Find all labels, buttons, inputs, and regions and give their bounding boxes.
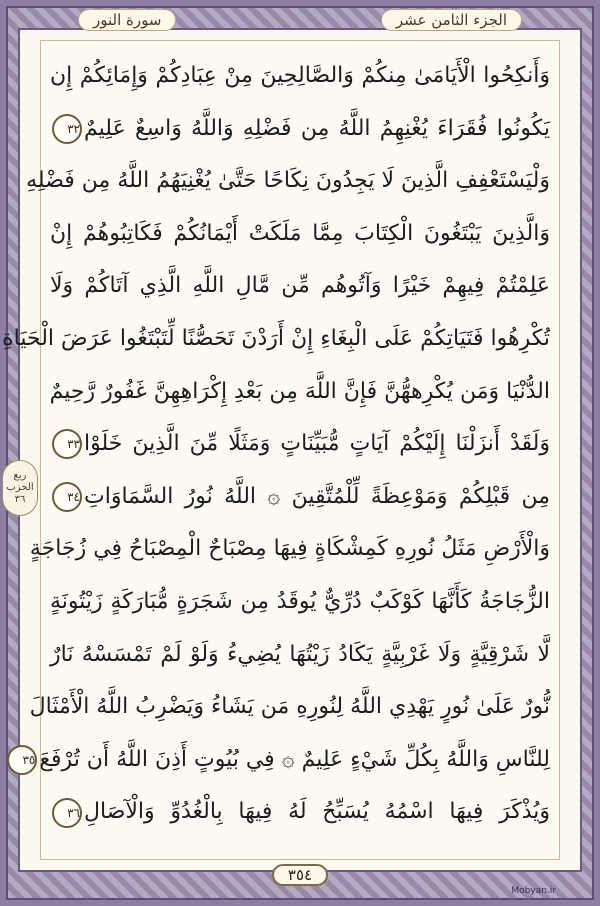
verse-line (50, 50, 550, 103)
hizb-marker (0, 458, 40, 518)
verse-line (2, 313, 550, 366)
verse-line (50, 208, 550, 261)
verse-text: وَلْيَسْتَعْفِفِ الَّذِينَ لَا يَجِدُونَ نِكَاحًا حَتَّىٰ يُغْنِيَهُمُ اللَّهُ مِن فَضْلِهِ (26, 168, 550, 194)
verse-line (50, 260, 550, 313)
hizb-marker-badge (2, 460, 38, 516)
verse-text: عَلِمْتُمْ فِيهِمْ خَيْرًا وَآتُوهُم مِّن مَّالِ اللَّهِ الَّذِي آتَاكُمْ وَلَا (50, 273, 550, 299)
verse-line (50, 629, 550, 682)
page-header (18, 8, 582, 32)
ayah-number-marker: ٣٤ (52, 482, 82, 512)
hizb-marker-middle: الحزب (6, 482, 34, 493)
hizb-marker-number: ٣٦ (14, 494, 26, 505)
verse-line (26, 155, 550, 208)
page-footer (0, 862, 600, 888)
verse-text: يَكُونُوا فُقَرَاءَ يُغْنِهِمُ اللَّهُ مِن فَضْلِهِ وَاللَّهُ وَاسِعٌ عَلِيمٌ (84, 115, 550, 141)
verse-text: الدُّنْيَا وَمَن يُكْرِههُّنَّ فَإِنَّ اللَّهَ مِن بَعْدِ إِكْرَاهِهِنَّ غَفُورٌ رَّحِيمٌ (49, 378, 550, 404)
verse-line (50, 576, 550, 629)
verse-text: تُكْرِهُوا فَتَيَاتِكُمْ عَلَى الْبِغَاءِ إِنْ أَرَدْنَ تَحَصُّنًا لِّتَبْتَغُوا عَرَضَ الْحَيَاةِ (2, 325, 550, 351)
verse-line (50, 471, 550, 524)
verse-line (29, 523, 550, 576)
verse-text: وَأَنكِحُوا الْأَيَامَىٰ مِنكُمْ وَالصَّالِحِينَ مِنْ عِبَادِكُمْ وَإِمَائِكُمْ إِن (50, 63, 550, 88)
verse-text: وَالَّذِينَ يَبْتَغُونَ الْكِتَابَ مِمَّا مَلَكَتْ أَيْمَانُكُمْ فَكَاتِبُوهُمْ إِنْ (50, 220, 550, 246)
surah-name-label: سورة النور (78, 9, 176, 31)
verse-text: مِن قَبْلِكُمْ وَمَوْعِظَةً لِّلْمُتَّقِينَ ۞ اللَّهُ نُورُ السَّمَاوَاتِ (84, 483, 550, 509)
hizb-marker-top: ربع (13, 470, 27, 481)
verse-text: وَيُذْكَرَ فِيهَا اسْمُهُ يُسَبِّحُ لَهُ فِيهَا بِالْغُدُوِّ وَالْآصَالِ (84, 799, 550, 825)
verse-text: لِلنَّاسِ وَاللَّهُ بِكُلِّ شَيْءٍ عَلِيمٌ ۞ فِي بُيُوتٍ أَذِنَ اللَّهُ أَن تُرْفَعَ (39, 746, 550, 772)
verse-line (50, 418, 550, 471)
verse-text: لَّا شَرْقِيَّةٍ وَلَا غَرْبِيَّةٍ يَكَادُ زَيْتُهَا يُضِيءُ وَلَوْ لَمْ تَمْسَسْهُ نَارٌ (50, 641, 550, 667)
ayah-number-marker: ٣٣ (52, 429, 82, 459)
juz-label: الجزء الثامن عشر (381, 9, 522, 31)
verse-text: وَلَقَدْ أَنزَلْنَا إِلَيْكُمْ آيَاتٍ مُّبَيِّنَاتٍ وَمَثَلًا مِّنَ الَّذِينَ خَلَوْا (84, 431, 550, 457)
verse-line (22, 734, 550, 787)
watermark: Mobyan.ir (511, 886, 556, 896)
verse-line (29, 681, 550, 734)
ayah-number-marker: ٣٢ (52, 114, 82, 144)
verse-text: الزُّجَاجَةُ كَأَنَّهَا كَوْكَبٌ دُرِّيٌّ يُوقَدُ مِن شَجَرَةٍ مُّبَارَكَةٍ زَيْتُونَةٍ (50, 588, 550, 614)
ayah-number-marker: ٣٥ (7, 745, 37, 775)
verse-line (50, 786, 550, 839)
ayah-number-marker: ٣٦ (52, 798, 82, 828)
verse-line (50, 103, 550, 156)
verse-text: وَالْأَرْضِ مَثَلُ نُورِهِ كَمِشْكَاةٍ فِيهَا مِصْبَاحٌ الْمِصْبَاحُ فِي زُجَاجَةٍ (29, 536, 550, 562)
verse-line (50, 366, 550, 419)
verse-text: نُّورٌ عَلَىٰ نُورٍ يَهْدِي اللَّهُ لِنُورِهِ مَن يَشَاءُ وَيَضْرِبُ اللَّهُ الْأَمْثَالَ (29, 694, 550, 720)
page-number: ٣٥٤ (272, 864, 328, 886)
